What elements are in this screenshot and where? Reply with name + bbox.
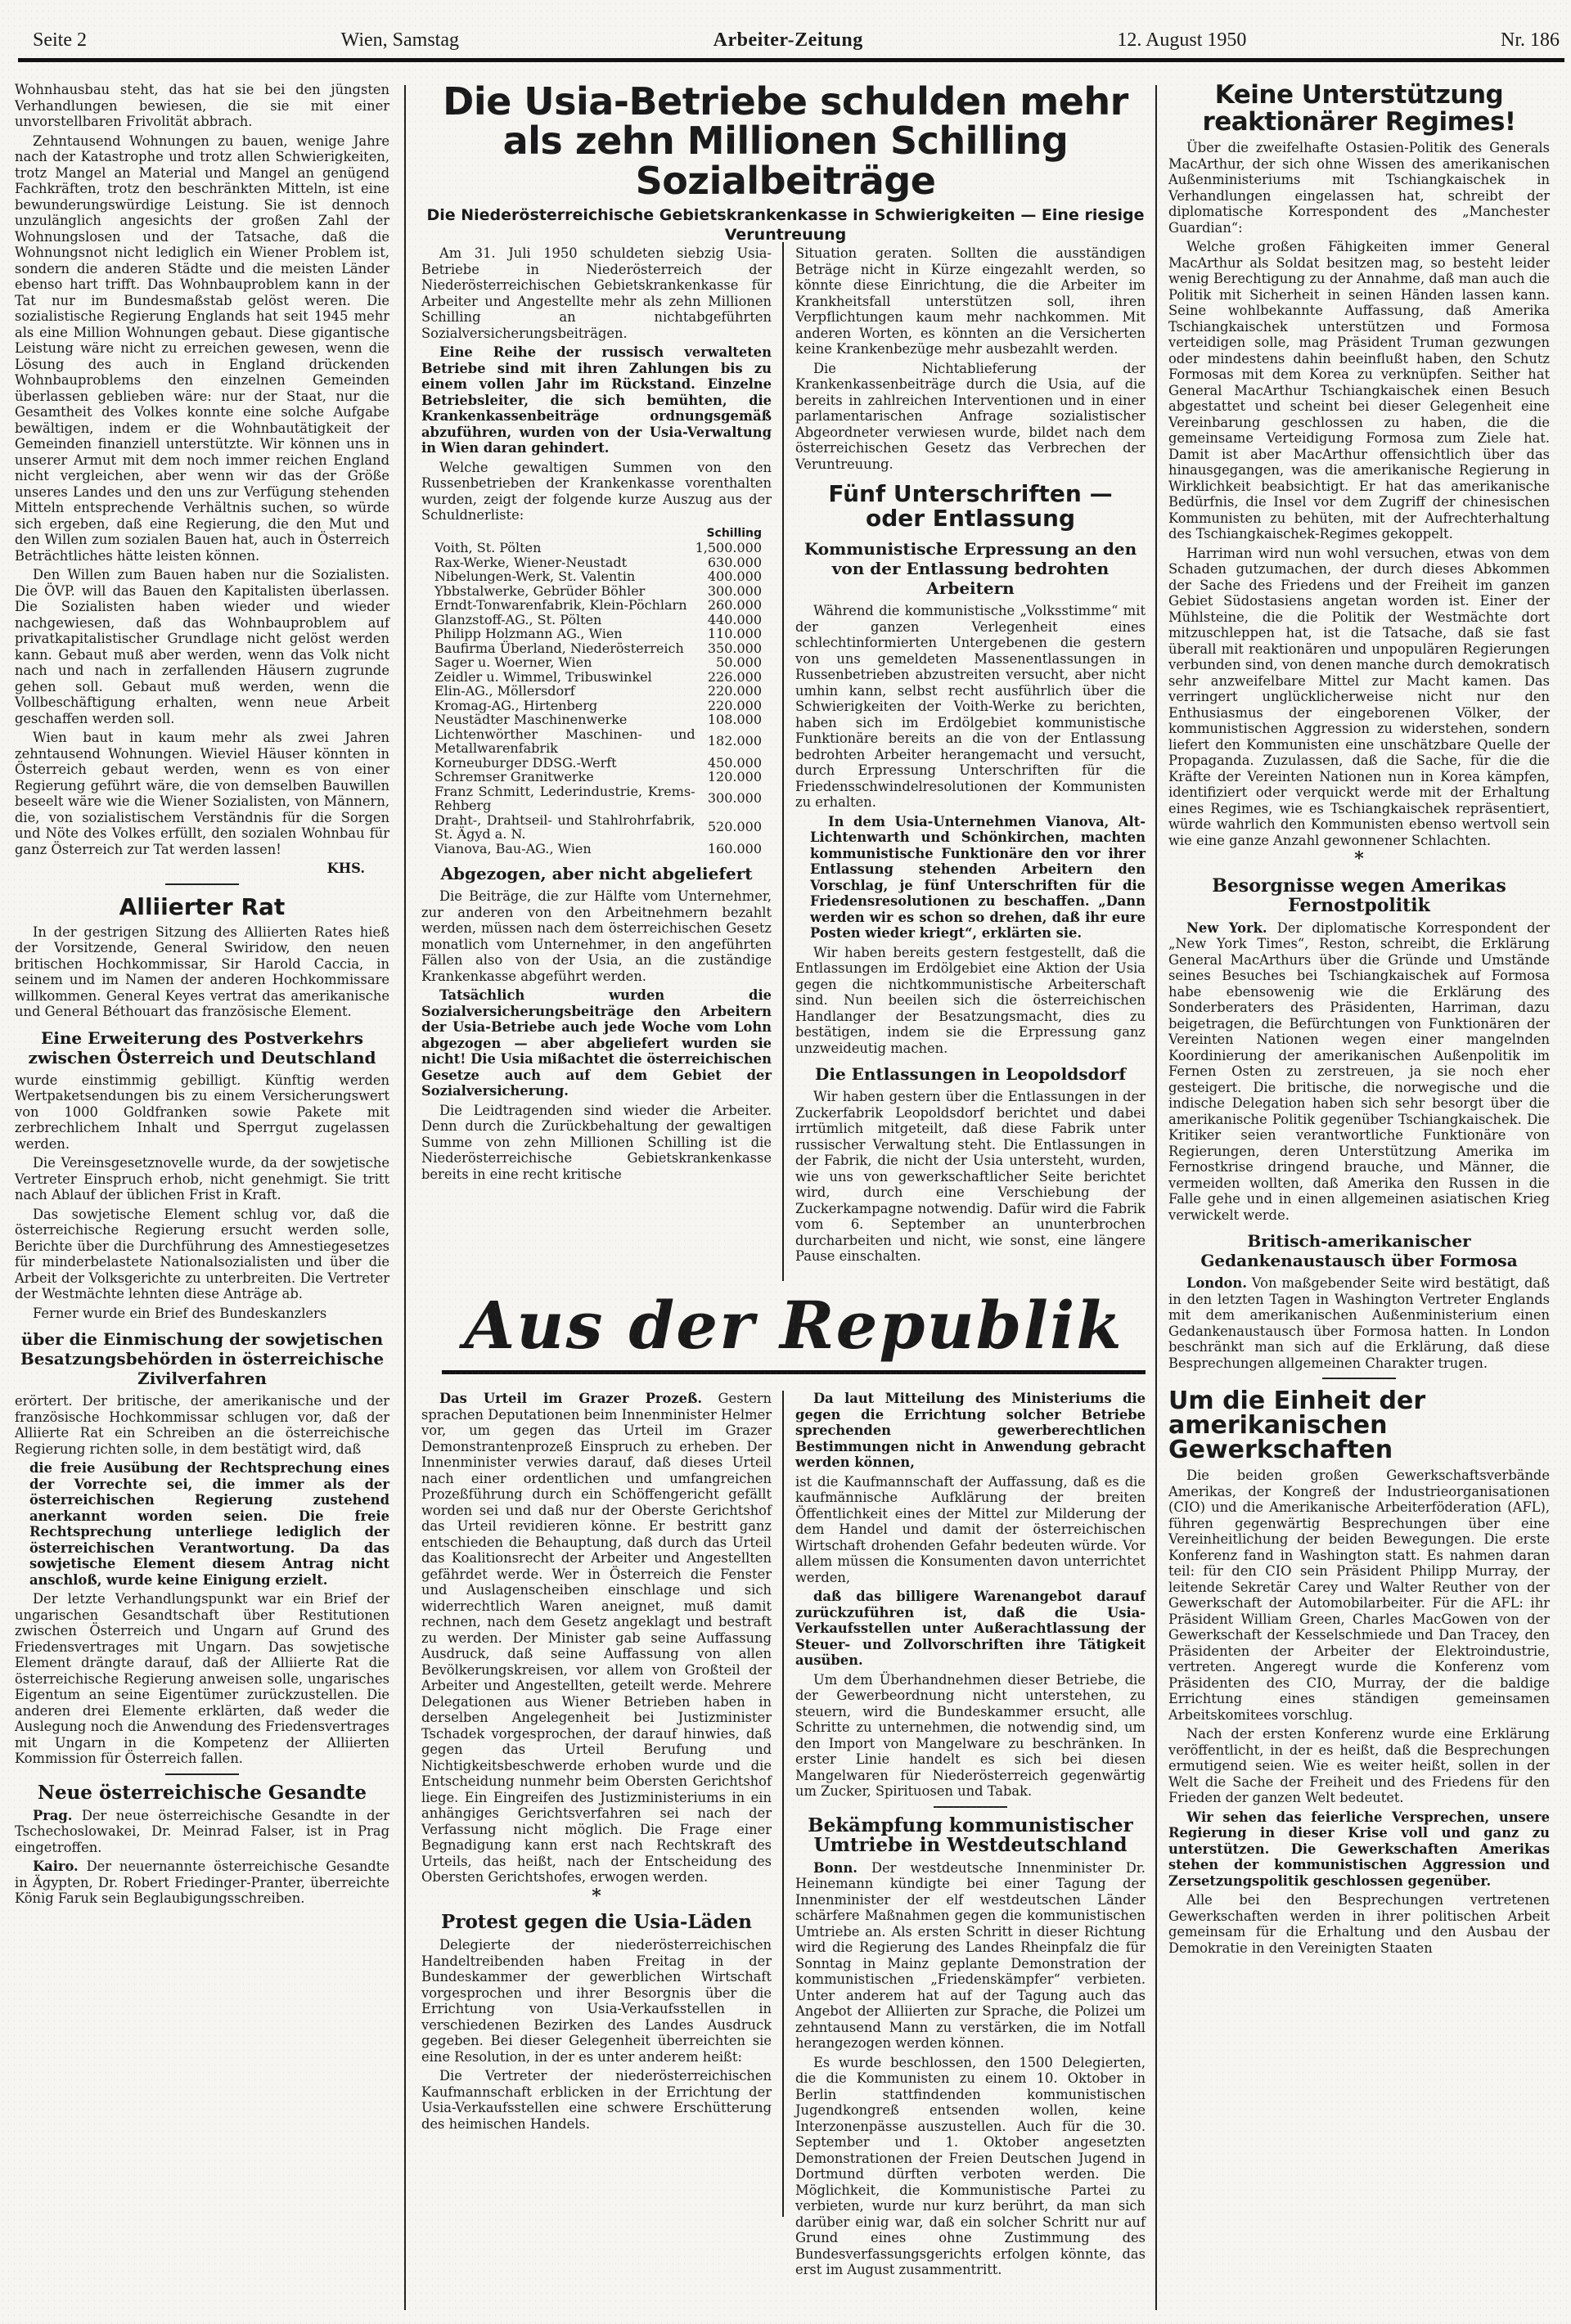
headline-bonn: Bekämpfung kommunistischer Umtriebe in Westdeutschland [808,1814,1133,1856]
article-paragraph: wurde einstimmig gebilligt. Künftig werden Wertpaketsendungen bis zu einem Versicherungswert von 1000 Goldfranken sowie Pakete mit zerbrechlichem Inhalt und Sperrgut zugelassen werden. [15,1072,389,1152]
debtor-amount: 630.000 [707,554,762,570]
headline-gewerkschaften: Um die Einheit der amerikanischen Gewerkschaften [1168,1387,1426,1465]
subhead-einmischung: über die Einmischung der sowjetischen Besatzungsbehörden in österreichische Zivilverfahren [20,1329,385,1388]
debtor-row [421,684,772,699]
debtor-amount: 110.000 [707,626,762,641]
issue-number: Nr. 186 [1501,29,1560,51]
debtor-firm: Rax-Werke, Wiener-Neustadt [434,554,628,570]
debtor-firm: Vianova, Bau-AG., Wien [434,840,592,856]
article-paragraph: Zehntausend Wohnungen zu bauen, wenige Jahre nach der Katastrophe und trotz allen Schwierigkeiten, trotz Mangel an Material und Mangel an genügend Fachkräften, trotz den beschränkten Mitteln, ist eine bewunderungswürdige Leistung. Sie ist dennoch unzulänglich angesichts der großen Zahl der Wohnungslosen und der Tatsache, daß die Wohnungsnot nicht lediglich ein Wiener Problem ist, sondern die anderen Städte und die meisten Länder ebenso hart trifft. Das Wohnbauproblem kann in der Tat nur im Bundesmaßstab gelöst weren. Die sozialistische Regierung Englands hat seit 1945 mehr als eine Million Wohnungen gebaut. Diese gigantische Leistung wäre nicht zu erreichen gewesen, wenn die Lösung des auch in England drückenden Wohnbauproblems den einzelnen Gemeinden überlassen geblieben wäre: nur der Staat, nur die Gesamtheit des Volkes konnte eine solche Aufgabe bewältigen, indem er die Wohnbautätigkeit der Gemeinden finanziell unterstützte. Wir können uns in unserer Armut mit dem noch immer reichen England nicht vergleichen, aber wenn wir das der Größe unseres Landes und den uns zur Verfügung stehenden Mitteln entsprechende Verhältnis suchen, so würde sich ergeben, daß eine Regierung, die den Mut und den Willen zum sozialen Bauen hat, auch in Österreich Beträchtliches hätte leisten können. [15,133,389,564]
debtor-row [421,598,772,613]
article-paragraph: Die Vereinsgesetznovelle wurde, da der sowjetische Vertreter Einspruch erhob, nicht genehmigt. Sie tritt nach Ablauf der üblichen Frist in Kraft. [15,1155,389,1202]
debtor-row [421,813,772,842]
debtor-firm: Baufirma Überland, Niederösterreich [434,640,684,656]
byline: KHS. [326,861,365,876]
debtor-row [421,699,772,713]
subhead-postverkehr: Eine Erweiterung des Postverkehrs zwischen Österreich und Deutschland [28,1027,376,1068]
debtor-amount: 220.000 [707,683,762,699]
column-rule [782,1391,784,2217]
article-paragraph: Welche großen Fähigkeiten immer General MacArthur als Soldat besitzen mag, so besteht leider wenig Berechtigung zu der Annahme, daß man auch die Politik mit Sicherheit in seinen Händen lassen kann. Seine wohlbekannte Auffassung, daß Amerika Tschiangkaischek unterstützen und Formosa verteidigen solle, mag Präsident Truman gezwungen oder mindestens dahin beeinflußt haben, den Schutz Formosas mit dem Korea zu verknüpfen. Seither hat General MacArthur Tschiangkaischek einen Besuch abgestattet und scheint bei dieser Gelegenheit eine Vereinbarung geschlossen zu haben, die die gemeinsame Verteidigung Formosa zum Ziele hat. Damit ist aber MacArthur offensichtlich über das hinausgegangen, was die amerikanische Regierung in Wirklichkeit beabsichtigt. Er hat das amerikanische Bedürfnis, die Insel vor dem Zugriff der chinesischen Kommunisten zu behüten, mit der Aufrechterhaltung des Tschiangkaischek-Regimes gekoppelt. [1168,239,1550,542]
article-paragraph: Die Beiträge, die zur Hälfte vom Unternehmer, zur anderen von den Arbeitnehmern bezahlt werden, müssen nach dem österreichischen Gesetz monatlich vom Unternehmer, in den angeführten Fällen also von der Usia, an die zuständige Krankenkasse abgeführt werden. [421,888,772,984]
article-paragraph: Harriman wird nun wohl versuchen, etwas von dem Schaden gutzumachen, der durch dieses Abkommen der Sache des Friedens und der Freiheit im ganzen Gebiet Südostasiens angetan worden ist. Einer der Mühlsteine, die die Politik der Westmächte dort mitzuschleppen hat, ist die Tatsache, daß sie fast überall mit reaktionären und unpopulären Regierungen verbunden sind, von denen manche durch demokratisch sehr anzweifelbare Mittel zur Macht kamen. Das verringert unglücklicherweise nicht nur den Enthusiasmus der eingeborenen Völker, der kommunistischen Aggression zu widerstehen, sondern liefert den Kommunisten eine unschätzbare Quelle der Propaganda. Zuzulassen, daß die Sache, für die die Kräfte der Vereinten Nationen nun in Korea kämpfen, identifiziert oder verquickt werde mit der Erhaltung eines Regimes, wie es Tschiangkaischek repräsentiert, würde wahrlich den Kommunisten ebenso wertvoll sein wie eine ganze Anzahl gewonnener Schlachten. [1168,545,1550,848]
debtor-amount: 350.000 [707,640,762,656]
bold-paragraph: Wir sehen das feierliche Versprechen, unsere Regierung in dieser Krise voll und ganz zu unterstützen. Die Gewerkschaften Amerikas stehen der kommunistischen Aggression und Zersetzungspolitik geschlossen gegenüber. [1168,1809,1550,1889]
bold-paragraph: Tatsächlich wurden die Sozialversicherungsbeiträge den Arbeitern der Usia-Betriebe auch jede Woche vom Lohn abgezogen — aber abgeliefert wurden sie nicht! Die Usia mißachtet die österreichischen Gesetze auch auf dem Gebiet der Sozialversicherung. [421,987,772,1099]
news-item: New York. Der diplomatische Korrespondent der „New York Times“, Reston, schreibt, die Erklärung General MacArthurs über die Gründe und Umstände seines Besuches bei Tschiangkaischek auf Formosa habe ebensowenig wie die Erklärung des Sonderberaters des Präsidenten, Harriman, dazu beigetragen, die Befürchtungen von Funktionären der Vereinten Nationen wegen einer mangelnden Koordinierung der amerikanischen Außenpolitik im Fernen Osten zu zerstreuen, ja sie noch eher gesteigert. Die britische, die norwegische und die indische Delegation haben sich sehr besorgt über die amerikanische Politik gegenüber Tschiangkaischek. Die Kritiker seien verantwortliche Funktionäre von Regierungen, deren Unterstützung Amerika im Fernostkrise dringend brauche, und Männer, die vermeiden wollten, daß Amerika den Russen in die Falle gehe und in einen allgemeinen asiatischen Krieg verwickelt werde. [1168,919,1550,1223]
article-paragraph: Der letzte Verhandlungspunkt war ein Brief der ungarischen Gesandtschaft über Restitutionen zwischen Österreich und Ungarn auf Grund des Friedensvertrages mit Ungarn. Das sowjetische Element drängte darauf, daß der Alliierte Rat die österreichische Regierung anweisen solle, ungarisches Eigentum an seine Eigentümer zurückzustellen. Die anderen drei Elemente erklärten, daß weder die Auslegung noch die Anwendung des Friedensvertrages mit Ungarn in die Kompetenz der Alliierten Kommission für Österreich fallen. [15,1591,389,1766]
column-rule [404,85,406,2310]
headline-britisch-amerikanisch: Britisch-amerikanischer Gedankenaustausch über Formosa [1200,1231,1518,1271]
headline-keine-unterstuetzung: Keine Unterstützung reaktionärer Regimes! [1202,80,1516,137]
headline-protest: Protest gegen die Usia-Läden [441,1911,752,1933]
article-paragraph: Das sowjetische Element schlug vor, daß die österreichische Regierung ersucht werden solle, Berichte über die Durchführung des Amnestiegesetzes für minderbelastete Nationalsozialisten und über die Arbeit der Volksgerichte zu unterbreiten. Die Vertreter der Westmächte lehnten diese Anträge ab. [15,1206,389,1301]
section-divider [165,883,239,885]
article-paragraph: Die Nichtablieferung der Krankenkassenbeiträge durch die Usia, auf die bereits in zahlreichen Interventionen und in einer parlamentarischen Anfrage sozialistischer Abgeordneter verwiesen wurde, bildet nach dem österreichischen Gesetz das Verbrechen der Veruntreuung. [795,360,1146,472]
debtor-row [421,655,772,670]
bold-paragraph: Da laut Mitteilung des Ministeriums die gegen die Errichtung solcher Betriebe sprechenden gewerberechtlichen Bestimmungen nicht in Anwendung gebracht werden können, [795,1391,1146,1470]
article-paragraph: Wir haben bereits gestern festgestellt, daß die Entlassungen im Erdölgebiet eine Aktion der Usia gegen die nichtkommunistische Arbeiterschaft sind. Nun beeilen sich die österreichischen Handlanger der Besatzungsmacht, dies zu bestätigen, indem sie die Erpressung ganz unzweideutig machen. [795,944,1146,1056]
news-item: London. Von maßgebender Seite wird bestätigt, daß in den letzten Tagen in Washington Vertreter Englands mit dem amerikanischen Außenministerium einen Gedankenaustausch über Formosa hatten. In London beschränkt man sich auf die Erklärung, daß diese Besprechungen allgemeinen Charakter trugen. [1168,1275,1550,1371]
debtor-row [421,727,772,756]
article-paragraph: Am 31. Juli 1950 schuldeten siebzig Usia-Betriebe in Niederösterreich der Niederösterreichischen Gebietskrankenkasse für Arbeiter und Angestellte mehr als zehn Millionen Schilling an nichtabgeführten Sozialversicherungsbeiträgen. [421,245,772,341]
section-divider [165,1773,239,1775]
debtor-row [421,555,772,570]
column-foreign-affairs [1168,82,1550,1959]
article-paragraph: Es wurde beschlossen, den 1500 Delegierten, die die Kommunisten zu einem 10. Oktober in Berlin stattfindenden kommunistischen Jugendkongreß entsenden wollen, keine Interzonenpässe auszustellen. Auch für die 30. September und 1. Oktober angesetzten Demonstrationen der Freien Deutschen Jugend in Dortmund dürften verboten werden. Die Möglichkeit, die Kommunistische Partei zu verbieten, wurde nur kurz berührt, da man sich darüber einig war, daß ein solcher Schritt nur auf Grund eines ohne Zustimmung des Bundesverfassungsgerichts erfolgen könnte, das erst im August zusammentritt. [795,2054,1146,2277]
debtor-firm: Kromag-AG., Hirtenberg [434,697,598,713]
column-rule [782,242,784,1281]
quoted-statement: Die Vertreter der niederösterreichischen Kaufmannschaft erblicken in der Errichtung der Usia-Verkaufsstellen eine schwere Erschütterung des heimischen Handels. [421,2068,772,2132]
debtor-firm: Ybbstalwerke, Gebrüder Böhler [434,582,646,599]
news-item: Kairo. Der neuernannte österreichische Gesandte in Ägypten, Dr. Robert Friedinger-Pranter, überreichte König Faruk sein Beglaubigungsschreiben. [15,1859,389,1906]
article-paragraph: Wir haben gestern über die Entlassungen in der Zuckerfabrik Leopoldsdorf berichtet und dabei irrtümlich mitgeteilt, daß diese Fabrik unter russischer Verwaltung steht. Die Entlassungen in der Fabrik, die nicht der Usia untersteht, wurden, wie uns von gewerkschaftlicher Seite berichtet wird, durch eine Verschiebung der Zuckerkampagne notwendig. Dafür wird die Fabrik vom 6. September an ununterbrochen durcharbeiten und nicht, wie sonst, eine längere Pause einschalten. [795,1089,1146,1264]
article-paragraph: Alle bei den Besprechungen vertretenen Gewerkschaften werden in ihrer politischen Arbeit gemeinsam für die Erhaltung und den Ausbau der Demokratie in den Vereinigten Staaten [1168,1892,1550,1956]
debtor-firm: Zeidler u. Wimmel, Tribuswinkel [434,668,652,685]
lead-subheadline: Die Niederösterreichische Gebietskrankenkasse in Schwierigkeiten — Eine riesige Veruntreuung [426,205,1145,244]
debtor-firm: Lichtenwörther Maschinen- und Metallwarenfabrik [434,726,695,756]
debtor-firm: Schremser Granitwerke [434,769,594,784]
debtor-amount: 1,500.000 [695,540,762,555]
debtor-amount: 182.000 [707,733,762,749]
debtor-amount: 50.000 [716,654,762,670]
debtor-amount: 440.000 [707,611,762,627]
article-paragraph: ist die Kaufmannschaft der Auffassung, daß es die kaufmännische Aufklärung der breiten Öffentlichkeit eines der Mittel zur Milderung der dem Handel und damit der österreichischen Wirtschaft drohenden Gefahr bedeuten würde. Vor allem müssen die Konsumenten davon unterrichtet werden, [795,1473,1146,1585]
article-paragraph: Während die kommunistische „Volksstimme“ mit der ganzen Verlegenheit eines schlechtinformierten Untergebenen die gestern von uns gemeldeten Massenentlassungen in Russenbetrieben abzustreiten versucht, aber nicht umhin kann, selbst recht ausführlich über die Schwierigkeiten der Voith-Werke zu berichten, haben sich im Erdölgebiet kommunistische Funktionäre bereits an die von der Entlassung bedrohten Arbeiter herangemacht und versucht, durch Erpressung Unterschriften für die Friedensschwindelresolutionen der Kommunisten zu erhalten. [795,603,1146,810]
headline-gesandte: Neue österreichische Gesandte [37,1781,367,1804]
debtor-table [421,527,772,856]
article-paragraph: Nach der ersten Konferenz wurde eine Erklärung veröffentlicht, in der es heißt, daß die Besprechungen ermutigend seien. Wie es weiter heißt, sollen in der Welt die Sache der Freiheit und des Friedens für den Frieden der ganzen Welt bedeutet. [1168,1726,1550,1806]
subhead-erpressung: Kommunistische Erpressung an den von der Entlassung bedrohten Arbeitern [804,539,1137,598]
debtor-row [421,712,772,727]
subhead-abgezogen: Abgezogen, aber nicht abgeliefert [440,864,753,883]
page-number: Seite 2 [33,29,87,51]
column-rule [1155,85,1157,2310]
debtor-row [421,584,772,599]
article-paragraph: Wohnhausbau steht, das hat sie bei den jüngsten Verhandlungen bewiesen, die sie mit einer unvorstellbaren Frivolität abbrach. [15,82,389,129]
asterisk-divider: * [592,1885,601,1907]
debtor-row [421,842,772,856]
bold-paragraph: daß das billigere Warenangebot darauf zurückzuführen ist, daß die Usia-Verkaufsstellen unter Außerachtlassung der Steuer- und Zollvorschriften ihre Tätigkeit ausüben. [795,1589,1146,1668]
column-housing-and-allied-council [15,82,389,1910]
lead-story-header [425,79,1146,245]
article-paragraph: Über die zweifelhafte Ostasien-Politik des Generals MacArthur, der sich ohne Wissen des amerikanischen Außenministeriums mit Tschiangkaischek in Verhandlungen eingelassen hat, schreibt der diplomatische Korrespondent des „Manchester Guardian“: [1168,140,1550,236]
article-paragraph: Ferner wurde ein Brief des Bundeskanzlers [33,1305,327,1321]
debtor-firm: Draht-, Drahtseil- und Stahlrohrfabrik, St. Ägyd a. N. [434,811,695,842]
paper-name: Arbeiter-Zeitung [713,29,863,51]
lead-headline: Die Usia-Betriebe schulden mehr als zehn Millionen Schilling Sozialbeiträge [443,79,1128,203]
debtor-amount: 108.000 [707,712,762,727]
debtor-amount: 226.000 [707,668,762,685]
subhead-leopoldsdorf: Die Entlassungen in Leopoldsdorf [815,1064,1126,1084]
debtor-firm: Elin-AG., Möllersdorf [434,683,575,699]
debtor-amount: 120.000 [707,769,762,784]
debtor-amount: 300.000 [707,790,762,807]
article-paragraph: Welche gewaltigen Summen von den Russenbetrieben der Krankenkasse vorenthalten wurden, zeigt der folgende kurze Auszug aus der Schuldnerliste: [421,459,772,523]
debtor-row [421,770,772,784]
debtor-row [421,641,772,656]
issue-date: 12. August 1950 [1117,29,1247,51]
debtor-firm: Glanzstoff-AG., St. Pölten [434,611,602,627]
news-item: Prag. Der neue österreichische Gesandte in der Tschechoslowakei, Dr. Meinrad Falser, ist in Prag eingetroffen. [15,1807,389,1855]
dateline: Prag. [33,1807,73,1823]
debtor-firm: Nibelungen-Werk, St. Valentin [434,569,636,584]
bold-paragraph: In dem Usia-Unternehmen Vianova, Alt-Lichtenwarth und Schönkirchen, machten kommunistische Funktionäre den vor ihrer Entlassung stehenden Arbeitern den Vorschlag, je fünf Unterschriften für die Friedensresolutionen zu beschaffen. „Dann werden wir es schon so drehen, daß ihr eure Posten wieder kriegt“, erklärten sie. [810,813,1146,941]
debtor-row [421,756,772,771]
column-republik-right [795,1391,1146,2281]
headline-alliierter-rat: Alliierter Rat [119,892,286,920]
article-paragraph: erörtert. Der britische, der amerikanische und der französische Hochkommissar schlugen vor, daß der Alliierte Rat ein Schreiben an die österreichische Regierung richten solle, in dem bestätigt wird, daß [15,1393,389,1457]
debtor-row [421,613,772,627]
place-day: Wien, Samstag [340,29,459,51]
headline-besorgnisse: Besorgnisse wegen Amerikas Fernostpolitik [1212,874,1506,916]
news-item: Bonn. Der westdeutsche Innenminister Dr. Heinemann kündigte bei einer Tagung der Innenminister der elf westdeutschen Länder schärfere Maßnahmen gegen die kommunistischen Umtriebe an. Als ersten Schritt in dieser Richtung wird die Regierung des Landes Rheinpfalz die für Sonntag in Mainz geplante Demonstration der kommunistischen „Friedenskämpfer“ verbieten. Unter anderem hat auf der Tagung auch das Angebot der Alliierten zur Sprache, die Polizei um zehntausend Mann zu verstärken, die im Notfall herangezogen werden können. [795,1859,1146,2051]
debtor-amount: 220.000 [707,697,762,713]
article-paragraph: Delegierte der niederösterreichischen Handeltreibenden haben Freitag in der Bundeskammer der gewerblichen Wirtschaft vorgesprochen und ihrer Besorgnis über die Errichtung von Usia-Verkaufsstellen in verschiedenen Bezirken des Landes Ausdruck gegeben. Bei dieser Gelegenheit überreichten sie eine Resolution, in der es unter anderem heißt: [421,1937,772,2065]
debtor-firm: Voith, St. Pölten [434,540,542,555]
debtor-amount: 160.000 [707,840,762,856]
bold-paragraph: Eine Reihe der russisch verwalteten Betriebe sind mit ihren Zahlungen bis zu einem vollen Jahr im Rückstand. Einzelne Betriebsleiter, die sich bemühten, die Krankenkassenbeiträge ordnungsgemäß abzuführen, wurden von der Usia-Verwaltung in Wien daran gehindert. [421,344,772,456]
debtor-row [421,541,772,555]
debtor-amount: 300.000 [707,582,762,599]
headline-fuenf-unterschriften: Fünf Unterschriften — oder Entlassung [828,480,1113,532]
debtor-firm: Erndt-Tonwarenfabrik, Klein-Pöchlarn [434,597,687,613]
debtor-amount: 400.000 [707,569,762,584]
currency-header: Schilling [706,526,762,540]
debtor-firm: Franz Schmitt, Lederindustrie, Krems-Rehberg [434,783,695,813]
column-usia-debt [421,245,772,1185]
article-paragraph: Die beiden großen Gewerkschaftsverbände Amerikas, der Kongreß der Industrieorganisationen (CIO) und die Amerikanische Arbeiterföderation (AFL), führen gegenwärtig Besprechungen über eine Vereinheitlichung der beiden Bewegungen. Die erste Konferenz fand in Washington statt. Es nahmen daran teil: für den CIO sein Präsident Philipp Murray, der leitende Sekretär Carey und Walter Reuther von der Gewerkschaft der Automobilarbeiter. Für die AFL: ihr Präsident William Green, Charles MacGowen von der Gewerkschaft der Kesselschmiede und Dan Tracey, den Präsidenten der Arbeiter der Elektroindustrie, vertreten. Angeregt wurde die Konferenz vom Präsidenten des CIO, Murray, der die baldige Errichtung eines ständigen gemeinsamen Arbeitskomitees vorschlug. [1168,1468,1550,1723]
debtor-row [421,784,772,813]
column-entlassung [795,245,1146,1268]
debtor-amount: 520.000 [707,819,762,835]
debtor-firm: Korneuburger DDSG.-Werft [434,754,617,771]
debtor-amount: 450.000 [707,754,762,771]
masthead [18,23,1564,62]
debtor-firm: Sager u. Woerner, Wien [434,654,592,670]
debtor-row [421,627,772,641]
debtor-firm: Neustädter Maschinenwerke [434,712,628,727]
article-paragraph: Die Leidtragenden sind wieder die Arbeiter. Denn durch die Zurückbehaltung der gewaltigen Summe von zehn Millionen Schilling ist die Niederösterreichische Gebietskrankenkasse bereits in eine recht kritische [421,1102,772,1182]
dateline: New York. [1186,919,1267,936]
section-divider [1322,1378,1396,1379]
quoted-statement: die freie Ausübung der Rechtsprechung eines der Vorrechte sei, die immer als der österreichischen Regierung zustehend anerkannt worden seien. Die freie Rechtsprechung unterliege lediglich der österreichischen Verantwortung. Da das sowjetische Element diesem Antrag nicht anschloß, wurde keine Einigung erzielt. [29,1460,389,1588]
dateline: Bonn. [813,1859,858,1876]
article-paragraph: Den Willen zum Bauen haben nur die Sozialisten. Die ÖVP. will das Bauen den Kapitalisten überlassen. Die Sozialisten haben wieder und wieder nachgewiesen, daß das Wohnbauproblem auf privatkapitalistischer Grundlage nicht gelöst werden kann. Gebaut muß aber werden, wenn das Volk nicht nach und nach in zerfallenden Häusern zugrunde gehen soll. Gebaut muß werden, wenn die Vollbeschäftigung erhalten, wenn neue Arbeit geschaffen werden soll. [15,567,389,726]
dateline: London. [1186,1275,1247,1292]
debtor-row [421,569,772,584]
section-divider [934,1806,1007,1808]
column-republik-left [421,1391,772,2135]
article-paragraph: Wien baut in kaum mehr als zwei Jahren zehntausend Wohnungen. Wieviel Häuser könnten in Österreich gebaut werden, wenn es von einer Regierung geführt wäre, die von demselben Bauwillen beseelt wäre wie die Wiener Sozialisten, von Männern, die, von sozialistischem Verständnis für die Sorgen und Nöte des Volkes erfüllt, den sozialen Wohnbau für ganz Österreich zur Tat werden lassen! [15,730,389,857]
asterisk-divider: * [1354,848,1364,870]
article-paragraph: Um dem Überhandnehmen dieser Betriebe, die der Gewerbeordnung nicht unterstehen, zu steuern, wird die Bundeskammer ersucht, alle Schritte zu unternehmen, die notwendig sind, um den Import von Mangelware zu beschränken. In erster Linie handelt es sich bei diesen Mangelwaren für Niederösterreich gegenwärtig um Zucker, Spirituosen und Tabak. [795,1671,1146,1799]
news-item: Das Urteil im Grazer Prozeß. Gestern sprachen Deputationen beim Innenminister Helmer vor, um gegen das Urteil im Grazer Demonstrantenprozeß Einspruch zu erheben. Der Innenminister verwies darauf, daß dieses Urteil nach einer ordentlichen und umfangreichen Prozeßführung durch ein Schöffengericht gefällt worden sei und daß nur der Oberste Gerichtshof das Urteil revidieren könne. Er bestritt ganz entschieden die Behauptung, daß durch das Urteil das Koalitionsrecht der Arbeiter und Angestellten gefährdet werde. Wer in Österreich die Fenster und Auslagenscheiben einschlage und sich widerrechtlich Waren aneignet, muß damit rechnen, nach dem Gesetz angeklagt und bestraft zu werden. Der Minister gab seine Auffassung Ausdruck, daß seine Auffassung von allen Bevölkerungskreisen, vor allem von Großteil der Arbeiter und Angestellten, geteilt werde. Mehrere Delegationen aus Wiener Betrieben haben in derselben Angelegenheit bei Justizminister Tschadek vorgesprochen, der darauf hinwies, daß gegen das Urteil Berufung und Nichtigkeitsbeschwerde erhoben wurde und die Entscheidung nunmehr beim Obersten Gerichtshof liege. Ein Eingreifen des Justizministeriums in ein anhängiges Gerichtsverfahren sei nach der Verfassung nicht möglich. Die Frage einer Begnadigung kann erst nach Rechtskraft des Urteils, das heißt, nach der Entscheidung des Obersten Gerichtshofes, erwogen werden. [421,1391,772,1885]
article-paragraph: In der gestrigen Sitzung des Alliierten Rates hieß der Vorsitzende, General Swiridow, den neuen britischen Hochkommissar, Sir Harold Caccia, in seinem und im Namen der anderen Hochkommissare willkommen. General Keyes vertrat das amerikanische und General Béthouart das französische Element. [15,924,389,1019]
item-lead: Das Urteil im Grazer Prozeß. [439,1391,702,1406]
section-banner-aus-der-republik: Aus der Republik [442,1284,1146,1374]
debtor-amount: 260.000 [707,597,762,613]
article-paragraph: Situation geraten. Sollten die ausständigen Beträge nicht in Kürze eingezahlt werden, so könnte diese Einrichtung, die die Arbeiter im Krankheitsfall unterstützen soll, ihren Verpflichtungen kaum mehr nachkommen. Mit anderen Worten, es könnten an die Versicherten keine Krankenbezüge mehr ausbezahlt werden. [795,245,1146,357]
dateline: Kairo. [33,1859,79,1874]
debtor-row [421,670,772,685]
debtor-firm: Philipp Holzmann AG., Wien [434,626,623,641]
